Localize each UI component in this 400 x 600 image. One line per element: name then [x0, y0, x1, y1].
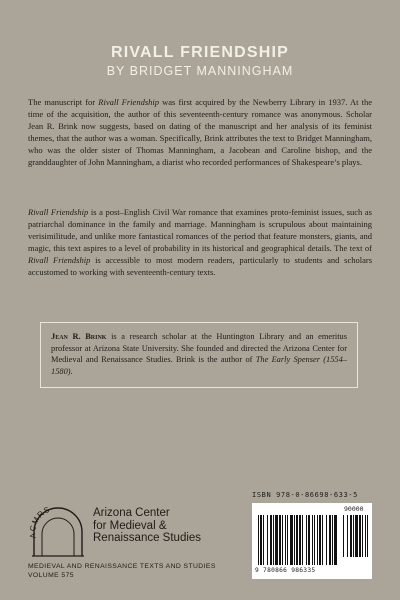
description-paragraph-2: Rivall Friendship is a post–English Civil War romance that examines proto-feminist issues, such as patriarchal dominance in the family and marriage. Manningham is scrupulous about maintaining verisimilitude, and unlike more fantastical romances of the period that feature monsters, giants, and magic, this text aspires to a level of probability in its historical and geographical details. The text of Rivall Friendship is accessible to most modern readers, particularly to students and scholars accustomed to working with seventeenth-century texts. [28, 207, 373, 277]
italic-title: Rivall Friendship [28, 255, 91, 265]
isbn-label: ISBN 978-0-86698-633-5 [252, 491, 358, 499]
italic-title: Rivall Friendship [28, 207, 89, 217]
publisher-name: Arizona Center for Medieval & Renaissance Studies [93, 507, 202, 544]
author-name: Jean R. Brink [51, 332, 107, 341]
author-bio: Jean R. Brink is a research scholar at the Huntington Library and an emeritus professor at Arizona State University. She founded and directed the Arizona Center for Medieval and Renaissance Studies. Brink is the author of The Early Spenser (1554–1580). [51, 332, 347, 376]
price-code: 90000 [344, 505, 364, 513]
author-bio-box [40, 322, 358, 388]
acmrs-logo [28, 498, 88, 558]
logo-text: ACMRS [28, 504, 52, 539]
barcode-digits: 9 780866 986335 [255, 567, 316, 574]
description-paragraph-1: The manuscript for Rivall Friendship was first acquired by the Newberry Library in 1937. At the time of the acquisition, the author of this seventeenth-century romance was anonymous. Scholar Jean R. Brink now suggests, based on dating of the manuscript and her analysis of its feminist themes, that the author was a woman. Specifically, Brink attributes the text to Bridget Manningham, who was the older sister of Thomas Manningham, a Jacobean and Caroline bishop, and the granddaughter of John Manningham, a diarist who recorded performances of Shakespeare’s plays. [28, 97, 372, 167]
acmrs-arch-logo-icon [28, 498, 88, 558]
italic-title: Rivall Friendship [98, 97, 159, 107]
book-title-reference: The Early Spenser (1554–1580) [51, 355, 347, 376]
book-author-line: BY BRIDGET MANNINGHAM [106, 64, 294, 78]
barcode [252, 503, 372, 579]
series-info: MEDIEVAL AND RENAISSANCE TEXTS AND STUDIES VOLUME 575 [28, 563, 216, 579]
book-title: RIVALL FRIENDSHIP [110, 44, 290, 61]
